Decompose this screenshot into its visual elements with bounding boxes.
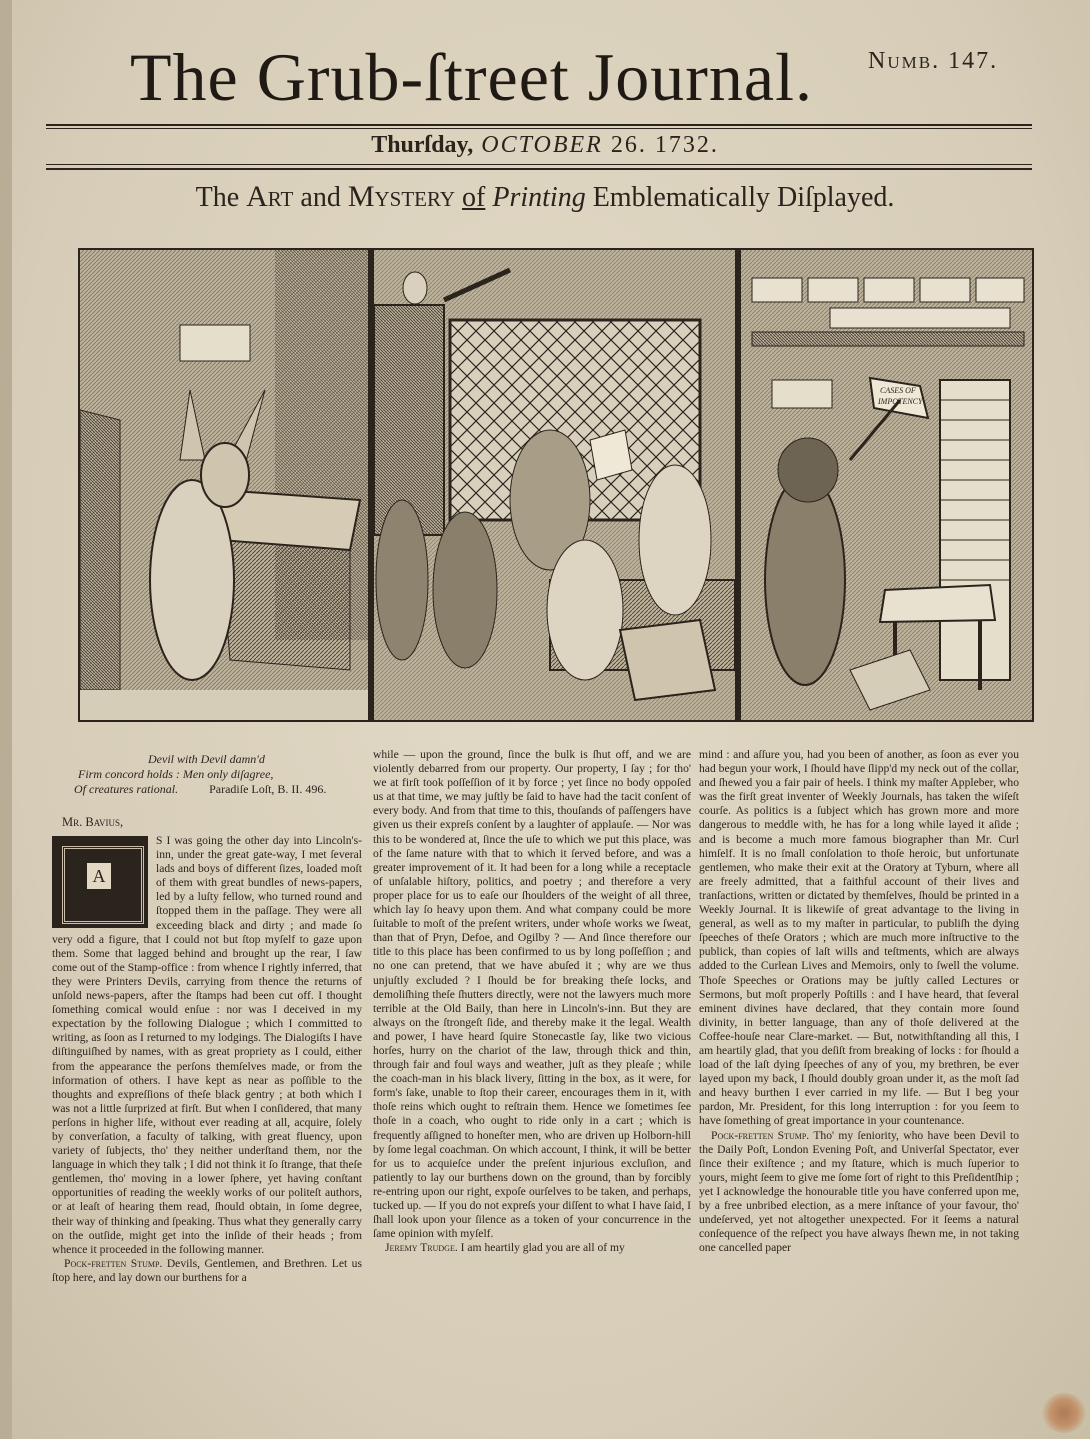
epigraph-source: Paradiſe Loſt, B. II. 496. [209,782,327,796]
headline [0,180,1090,214]
dateline-month: OCTOBER [481,132,603,158]
column-2 [373,748,691,1255]
dateline [0,132,1090,159]
epigraph-line-3: Of creatures rational. [74,782,179,796]
column-1 [52,834,362,1285]
dateline-day: Thurſday, [371,132,474,158]
column-2-end: I am heartily glad you are all of my [460,1241,625,1255]
headline-mystery: Mystery [347,180,456,213]
epigraph-line-1: Devil with Devil damn'd [148,752,265,766]
column-3 [699,748,1019,1255]
speaker-2: Jeremy Trudge. [385,1241,458,1255]
column-1-text: S I was going the other day into Lincoln's-inn, under the great gate-way, I met ſeveral lads and boys of different ſizes, loaded moſt of them with great bundles of news-papers, led by a luſty fellow, who turned round and ſtopped them in the paſſage. They were all exceeding black and dirty ; and made ſo very odd a figure, that I could not but ſtop myſelf to gaze upon them. Some that lagged behind and brought up the rear, I ſaw come out of the Stamp-office : from whence I rightly inferred, that they were Printers Devils, carrying from thence the returns of unſold news-papers, after the ſtamps had been cut off. I thought ſomething comical would enſue : nor was I deceived in my expectation by the following Dialogue ; which I committed to writing, as ſoon as I returned to my lodgings. The Dialogiſts I have diſtinguiſhed by names, with as great propriety as I could, either from the appearance the perſons themſelves made, or from the information of others. I have kept as near as poſſible to the thoughts and expreſſions of theſe black gentry ; at both which I was not a little ſurprized at firſt. But when I conſidered, that many perſons in higher life, without ever reading at all, acquire, ſolely by converſation, a faculty of talking, with great fluency, upon variety of ſubjects, tho' they neither underſtand them, nor the language in which they talk ; I did not think it ſo ſtrange, that theſe gentlemen, tho' moving in a lower ſphere, yet having conſtant opportunities of reading the weekly works of our politeſt authors, or at leaſt of hearing them read, ſhould obtain, in ſome degree, their way of thinking and ſpeaking. Thus what they generally carry on the outſide, might get into the inſide of their heads ; from whence it proceeded in the following manner. [52,834,362,1256]
panel-pressmen [374,250,735,720]
issue-number: Numb. 147. [868,48,999,74]
panel-president [741,250,1032,720]
rule-top-thin [46,128,1032,129]
headline-art: Art [246,180,294,213]
headline-of: of [462,182,486,213]
owl-figure [403,272,427,304]
column-3-text: mind : and aſſure you, had you been of another, as ſoon as ever you had begun your work, I ſhould have ſlipp'd my neck out of the collar, and ſhewed you a fair pair of heels. I think my maſter Appleber, who was the firſt great inventer of Weekly Journals, has taken the wiſeſt courſe. As politics is a ſubject which has grown more and more dangerous to meddle with, he has for a long while layed it aſide ; and is become a much more famous biographer than Mr. Curl himſelf. It is no ſmall conſolation to thoſe heroic, but unfortunate gentlemen, who make their exit at the Oratory at Tyburn, where all are freely admitted, that a faithful account of their lives and tranſactions, written or dictated by themſelves, ſhould be printed in a Weekly Journal. It is likewiſe of great advantage to the living in general, as well as to my maſter in particular, to publiſh the dying ſpeeches of theſe Orators ; which are much more inſtructive to the publick, than copies of laſt wills and teſtments, which are always added to the Curlean Lives and Memoirs, only to ſwell the volume. Thoſe Speeches or Orations may be juſtly called Lectures or Sermons, but moſt properly Poſtills : and I have heard, that ſeveral eminent divines have declared, that they contain more ſound divinity, in better language, than any of thoſe delivered at the Coffee-houſe near Clare-market. — But, notwithſtanding all this, I am heartily glad, that you deſiſt from breaking of locks : for ſhould a load of the laſt dying ſpeeches of any of you, my brethren, be ever layed upon my back, I ſhould doubly groan under it, as the moſt ſad and heavy burthen I ever carried in my life. — But I beg your pardon, Mr. President, for this long interruption : for you ſeem to have ſomething of great importance in your countenance. [699,748,1019,1128]
rule-mid [46,168,1032,170]
devil-president-figure [765,475,845,685]
headline-and: and [300,182,341,213]
library-stamp [1042,1393,1086,1433]
column-2-text: while — upon the ground, ſince the bulk is ſhut off, and we are violently debarred from our property. Our property, I ſay ; for tho' we at firſt took poſſeſſion of it by force ; yet ſince no body oppoſed us at that time, we may juſtly be ſaid to have had the tacit conſent of every body. And from that time to this, thouſands of paſſengers have given us their expreſs conſent by a laughter of applauſe. — Nor was this to be wondered at, ſince the uſe to which we put this place, was of the ſame nature with that to which it ſerved before, and was a greater improvement of it. It had been for a long while a receptacle of unſalable hiſtory, politics, and poetry ; and therefore a very proper place for us to eaſe our ſhoulders of the weight of all three, which lay ſo heavy upon them. And what company could be more ſuitable to moſt of the preſent writers, under whoſe works we ſweat, than that of Pryn, Defoe, and Ogilby ? — And ſince therefore our title to this place has been confirmed to us by long poſſeſſion ; and no one can pretend, that we have abuſed it ; why are we thus unjuſtly excluded ? I ſhould be for breaking theſe locks, and demoliſhing theſe ſhutters directly, were not the lawyers much more terrible at the Old Baily, than here in Lincoln's-inn. But they are always on the ſtrongeſt ſide, and thereby make it the legal. Wealth and power, I have heard ſquire Stonecastle ſay, like two vicious horſes, hurry on the chariot of the law, through thick and thin, through fair and foul ways and weather, juſt as they pleaſe ; while the coach-man in his black livery, ſitting in the box, as it were, for form's ſake, unable to ſtop their career, encourages them in it, with thoſe reins which ought to reſtrain them. Hence we ſometimes ſee thoſe in a coach, who ought to ride only in a cart ; which is frequently aſſigned to honeſter men, who are driven up Holborn-hill by ſome legal coachman. On which account, I think, it will be better for us to acquieſce under the preſent injurious excluſion, and patiently to lay our burthens down on the ground, than by forcibly re-entring upon our right, expoſe ourſelves to be taken, and perhaps, tucked up. — If you do not expreſs your diſſent to what I have ſaid, I ſhall look upon your ſilence as a token of your concurrence in the ſame opinion with myſelf. [373,748,691,1241]
epigraph [62,752,362,797]
column-3-end: Tho' my ſeniority, who have been Devil to the Daily Poſt, London Evening Poſt, and Univerſal Spectator, ever ſince their exiſtence ; and my ſtature, which is much ſuperior to yours, might ſeem to give me ſome ſort of right to this Preſidentſhip ; yet I acknowledge the honourable title you have conferred upon me, by a free unbribed election, as a mere inſtance of your favour, tho' undeſerved, yet not altogether unexpected. For it ſeems a natural conſequence of the reſpect you have always ſhewn me, in not taking one cancelled paper [699,1128,1020,1255]
sign-text-2: IMPOTENCY [878,397,923,406]
salutation: Mr. Bavius, [62,815,124,829]
page-edge [0,0,12,1439]
sign-text: CASES OF [880,386,916,395]
engraving-svg [80,250,1032,720]
masthead-title: The Grub-ſtreet Journal. [130,39,813,115]
rule-mid-thin [46,164,1032,165]
dateline-date: 26. 1732. [610,132,719,158]
epigraph-line-2: Firm concord holds : Men only diſagree, [78,767,274,781]
decorated-initial [52,836,148,928]
headline-printing: Printing [492,182,586,213]
column-1-end: Devils, Gentlemen, and Brethren. Let us ſtop here, and lay down our burthens for a [52,1256,362,1284]
headline-the: The [195,182,240,213]
speaker-1: Pock-fretten Stump. [64,1256,163,1270]
initial-letter: A [87,863,111,889]
rule-top [46,124,1032,126]
panel-compositor [80,250,368,720]
headline-rest: Emblematically Diſplayed. [592,182,895,213]
speaker-3: Pock-fretten Stump. [711,1128,810,1142]
engraving-illustration [78,248,1034,722]
